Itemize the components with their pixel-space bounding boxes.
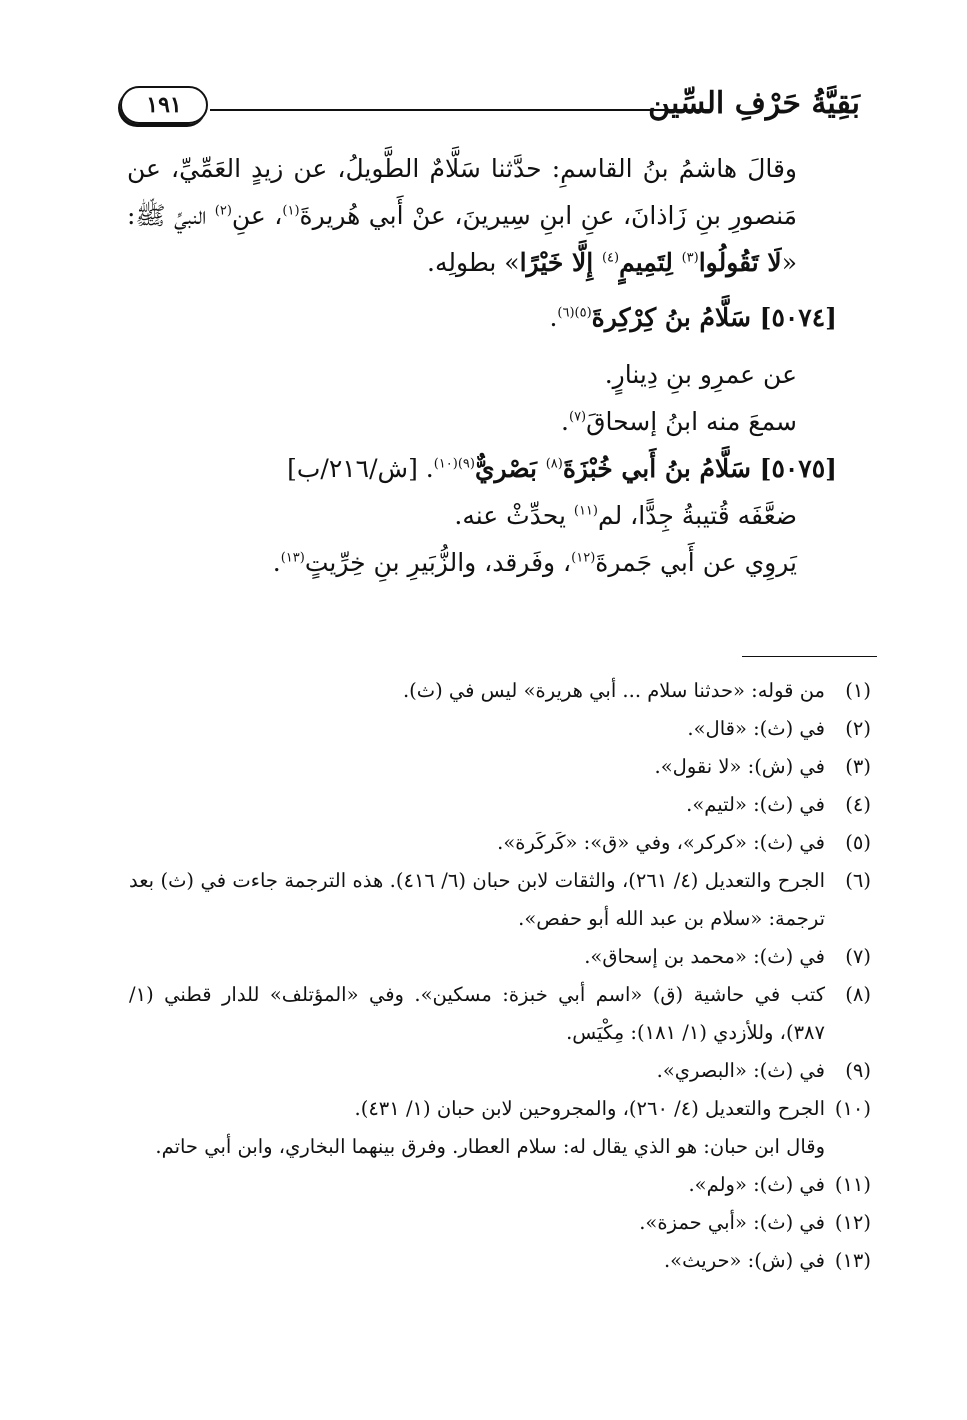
entry-5075-text-1: ضعَّفَه قُتيبةُ جِدًّا، لم$^{(١١)}$ يحدِّثْ عنه. <box>454 501 797 530</box>
footnote-ref: (٨) <box>545 456 563 472</box>
page-number: ١٩١ <box>120 86 208 124</box>
footnote-8: (٨) كتب في حاشية (ق) «اسم أبي خبزة: مسكين». وفي «المؤتلف» للدار قطني (١/ ٣٨٧)، وللأزدي (١/ ١٨١): مِكْيَس. <box>129 983 871 1044</box>
entry-5075-text-2: يَروِي عن أَبي جَمرةَ$^{(١٢)}$، وفَرقد، والزُّبَيرِ بنِ خِرِّيتٍ$^{(١٣)}$. <box>272 548 797 577</box>
footnotes <box>129 672 871 1280</box>
footnote-10: (١٠) الجرح والتعديل (٤/ ٢٦٠)، والمجروحين لابن حبان (١/ ٤٣١). <box>354 1097 871 1120</box>
footnote-4: (٤) في (ث): «لتيم». <box>686 793 871 816</box>
entry-5075: [٥٠٧٥] سَلَّامُ بنُ أَبي خُبْزَةَ$^{(٨)}$ بَصْريٌّ$^{(٩)(١٠)}$. [ش/٢١٦/ب] <box>287 454 837 483</box>
footnote-separator <box>742 656 877 657</box>
footnote-ref: (٧) <box>568 409 587 425</box>
footnote-ref: (١) <box>282 203 300 219</box>
footnote-ref: (١١) <box>573 503 598 519</box>
entry-5074-text-2: سمعَ منه ابنُ إسحاقَ$^{(٧)}$. <box>561 407 797 436</box>
footnote-ref: (٩)(١٠) <box>433 456 475 472</box>
footnote-3: (٣) في (ش): «لا نقول». <box>654 755 871 778</box>
entry-5074-text-1: عن عمرِو بنِ دِينارٍ. <box>604 360 797 389</box>
footnote-ref: (٢) <box>214 203 232 219</box>
paragraph-hashim: وقالَ هاشمُ بنُ القاسمِ: حدَّثنا سَلَّامٌ الطَّويلُ، عن زيدٍ العَمِّيِّ، عن مَنصورِ بنِ زَاذانَ، عنِ ابنِ سِيرينَ، عنْ أَبي هُريرةَ$^{(١)}$، عنِ$^{(٢)}$ النبيِّ ﷺ: «لَا تَقُولُوا$^{(٣)}$ لِتَمِيمٍ$^{(٤)}$ إِلَّا خَيْرًا» بطولِه. <box>127 154 798 277</box>
footnote-ref: (٤) <box>601 250 620 266</box>
footnote-ref: (١٢) <box>571 550 596 566</box>
footnote-ref: (١٣) <box>280 550 305 566</box>
footnote-12: (١٢) في (ث): «أبي حمزة». <box>639 1211 871 1234</box>
footnote-1: (١) من قوله: «حدثنا سلام ... أبي هريرة» ليس في (ث). <box>402 679 871 702</box>
footnote-ref: (٣) <box>681 250 699 266</box>
footnote-10-continuation: وقال ابن حبان: هو الذي يقال له: سلام العطار. وفرق بينهما البخاري، وابن أبي حاتم. <box>155 1135 825 1158</box>
footnote-ref: (٥)(٦) <box>557 305 592 321</box>
footnote-5: (٥) في (ث): «كركر»، وفي «ق»: «كَركَرة». <box>497 831 871 854</box>
entry-5074: [٥٠٧٤] سَلَّامُ بنُ كِرْكِرةَ$^{(٥)(٦)}$. <box>549 303 837 332</box>
footnote-2: (٢) في (ث): «قال». <box>687 717 871 740</box>
footnote-7: (٧) في (ث): «محمد بن إسحاق». <box>584 945 871 968</box>
footnote-13: (١٣) في (ش): «حريث». <box>663 1249 871 1272</box>
footnote-11: (١١) في (ث): «ولم». <box>688 1173 871 1196</box>
running-title: بَقِيَّةُ حَرْفِ السِّين <box>648 86 860 121</box>
header-rule <box>210 109 710 111</box>
page-header <box>120 82 860 132</box>
main-text <box>127 145 837 586</box>
footnote-9: (٩) في (ث): «البصري». <box>656 1059 871 1082</box>
footnote-6: (٦) الجرح والتعديل (٤/ ٢٦١)، والثقات لابن حبان (٦/ ٤١٦). هذه الترجمة جاءت في (ث) بعد ترجمة: «سلام بن عبد الله أبو حفص». <box>129 869 871 930</box>
